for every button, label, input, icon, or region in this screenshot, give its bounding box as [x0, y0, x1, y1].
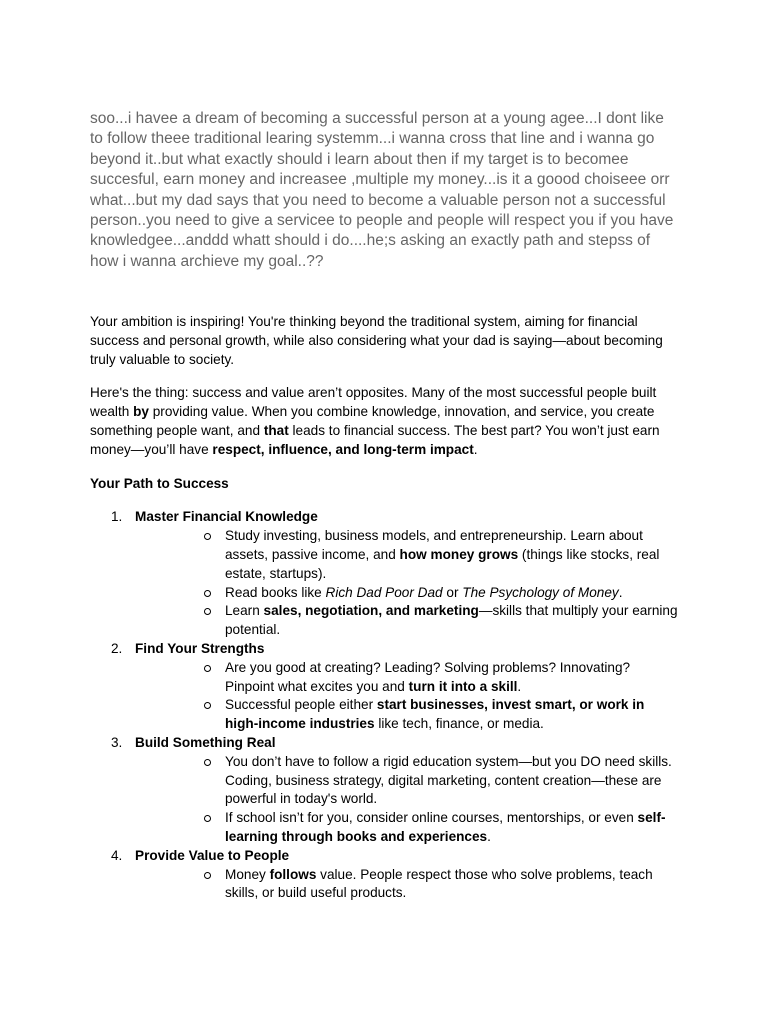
bullet-item [135, 584, 680, 603]
text-run: value. People respect those who solve problems, teach skills, or build useful products. [225, 866, 653, 901]
text-run: If school isn’t for you, consider online courses, mentorships, or even [225, 810, 638, 826]
bold-run: how money grows [399, 546, 519, 562]
bullet-icon [204, 665, 211, 672]
value-paragraph [90, 384, 680, 459]
step-number: 3. [111, 734, 123, 750]
bold-run: respect, influence, and long-term impact [212, 441, 474, 457]
text-run: Are you good at creating? Leading? Solving problems? Innovating? Pinpoint what excites you and [225, 659, 631, 694]
step-bullets [135, 866, 680, 904]
step-item [90, 508, 680, 640]
step-number: 4. [111, 847, 123, 863]
bullet-icon [204, 533, 211, 540]
text-run: providing value. When you combine knowledge, innovation, and service, you create something people want, and [90, 404, 655, 438]
step-item [90, 734, 680, 847]
text-run: Here's the thing: success and value aren’t opposites. Many of the most successful people built wealth [90, 385, 657, 420]
bold-run: by [133, 404, 149, 420]
bullet-item [135, 809, 680, 847]
text-run: . [517, 678, 522, 694]
bold-run: turn it into a skill [408, 678, 518, 694]
text-run: Study investing, business models, and entrepreneurship. Learn about assets, passive income, and [225, 528, 643, 562]
text-run: . [473, 441, 478, 457]
text-run: . [487, 828, 491, 844]
text-run: . [618, 584, 623, 600]
step-number: 2. [111, 640, 123, 656]
bullet-icon [204, 872, 211, 879]
step-title: Find Your Strengths [135, 640, 265, 656]
bold-run: that [263, 422, 289, 438]
step-bullets [135, 659, 680, 734]
bullet-item [135, 602, 680, 640]
step-title: Master Financial Knowledge [135, 509, 318, 525]
step-bullets [135, 527, 680, 640]
text-run: or [442, 584, 463, 600]
step-number: 1. [111, 509, 123, 525]
step-item [90, 847, 680, 903]
bullet-icon [204, 702, 211, 709]
text-run: —skills that multiply your earning potential. [225, 603, 678, 638]
bullet-item [135, 527, 680, 583]
bullet-icon [204, 815, 211, 822]
bold-run: sales, negotiation, and marketing [263, 603, 479, 619]
bold-run: start businesses, invest smart, or work in high-income industries [225, 697, 645, 732]
bullet-item [135, 659, 680, 697]
steps-list [90, 508, 680, 903]
text-run: leads to financial success. The best part? You won’t just earn money—you’ll have [90, 422, 660, 457]
step-item [90, 640, 680, 734]
text-run: Successful people either [225, 697, 377, 713]
bullet-icon [204, 759, 211, 766]
step-title: Provide Value to People [135, 847, 290, 863]
bullet-item [135, 866, 680, 904]
text-run: Money [225, 866, 270, 882]
bullet-icon [204, 608, 211, 615]
text-run: like tech, finance, or media. [374, 716, 544, 732]
bold-run: follows [269, 866, 317, 882]
step-bullets [135, 753, 680, 847]
bullet-item [135, 753, 680, 809]
question-text: soo...i havee a dream of becoming a successful person at a young agee...I dont like to follow theee traditional learing systemm...i wanna cross that line and i wanna go beyond it..but what exactly should i learn about then if my target is to becomee succesful, earn money and increasee ,multiple my money...is it a goood choiseee orr what...but my dad says that you need to become a valuable person not a successful person..you need to give a servicee to people and people will respect you if you have knowledgee...anddd whatt should i do....he;s asking an exactly path and stepss of how i wanna archieve my goal..?? [90, 110, 674, 270]
bullet-item [135, 696, 680, 734]
bullet-icon [204, 590, 211, 597]
step-title: Build Something Real [135, 734, 276, 750]
text-run: Learn [225, 603, 264, 619]
intro-paragraph: Your ambition is inspiring! You're thinking beyond the traditional system, aiming for financial success and personal growth, while also considering what your dad is saying—about becoming truly valuable to society. [90, 314, 663, 367]
italic-run: Rich Dad Poor Dad [325, 584, 443, 600]
text-run: Read books like [225, 584, 326, 600]
italic-run: The Psychology of Money [462, 584, 619, 600]
section-heading: Your Path to Success [90, 475, 229, 491]
answer-section [90, 313, 680, 903]
text-run: You don’t have to follow a rigid education system—but you DO need skills. Coding, business strategy, digital marketing, content creation—these are powerful in today's world. [225, 753, 672, 807]
text-run: (things like stocks, real estate, startups). [225, 546, 660, 581]
bold-run: self-learning through books and experiences [225, 810, 666, 844]
